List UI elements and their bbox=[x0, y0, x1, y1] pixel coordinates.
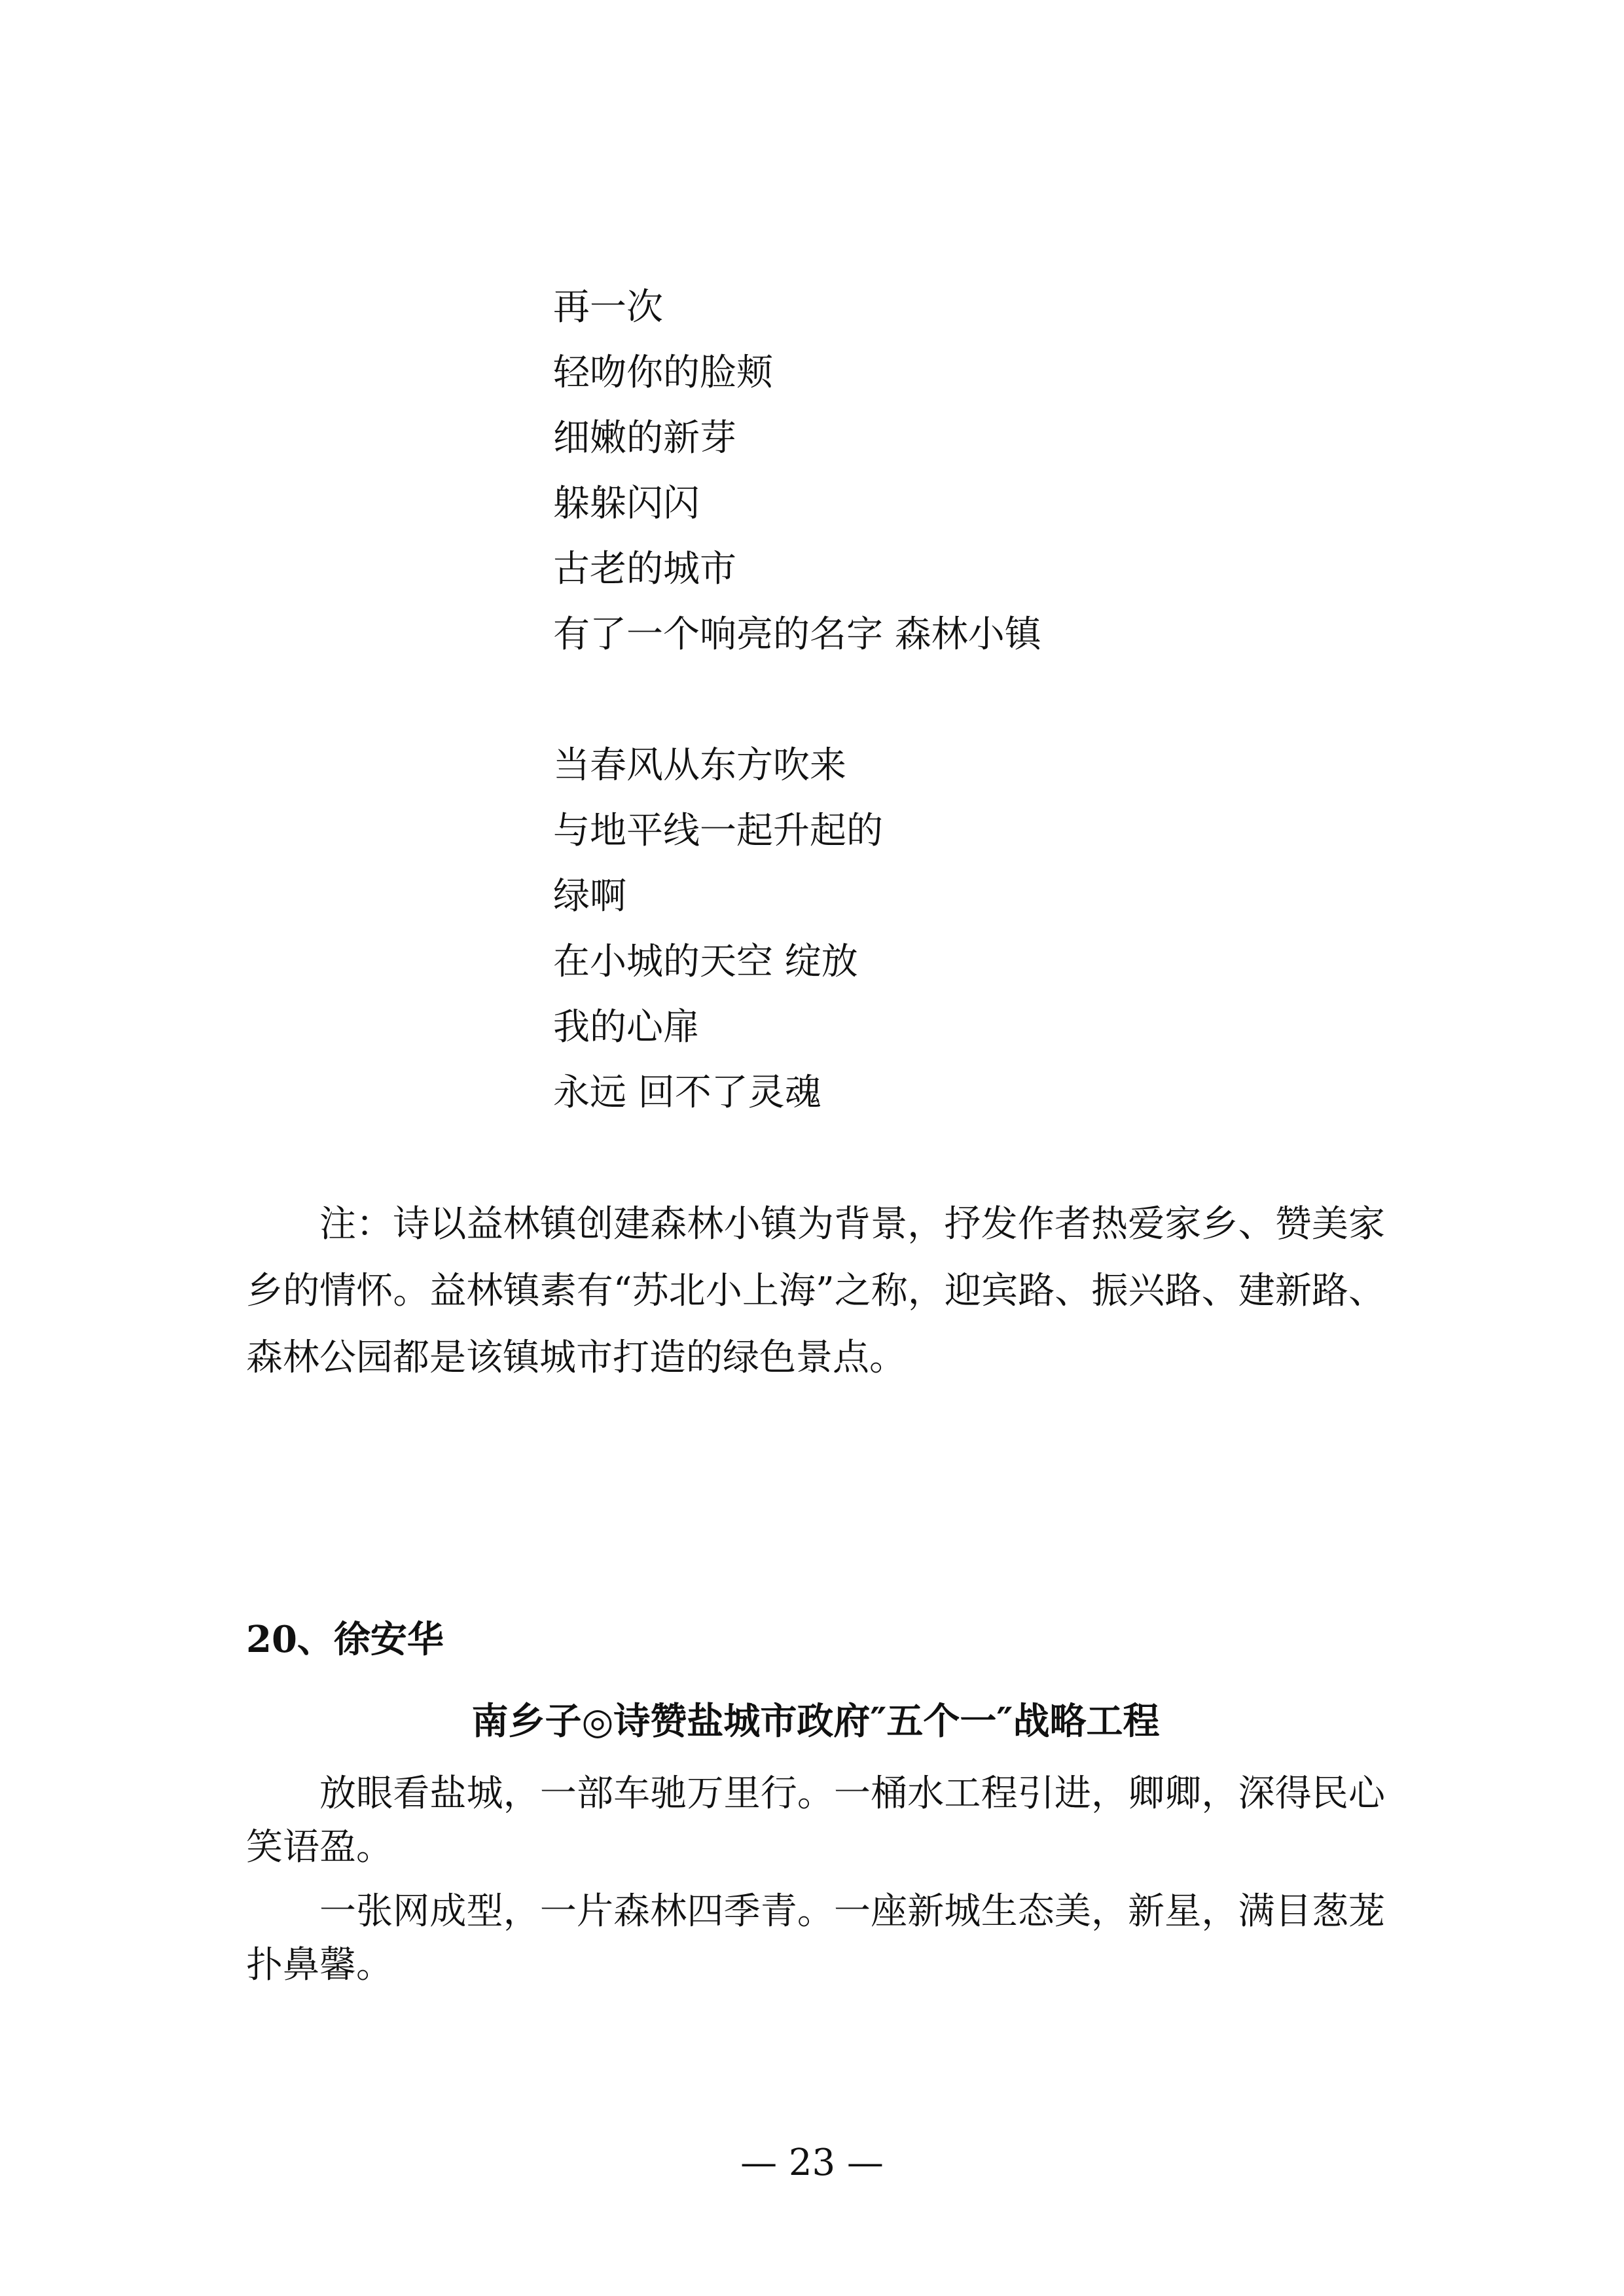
poem-line: 永远 回不了灵魂 bbox=[553, 1071, 821, 1114]
stanza-gap bbox=[553, 668, 1404, 733]
poem-line: 轻吻你的脸颊 bbox=[553, 351, 773, 394]
poem-line: 有了一个响亮的名字 森林小镇 bbox=[553, 613, 1041, 656]
poem-line: 细嫩的新芽 bbox=[553, 417, 736, 459]
poem-line: 在小城的天空 绽放 bbox=[553, 941, 858, 983]
poem-line: 我的心扉 bbox=[553, 1006, 700, 1049]
poem-line: 古老的城市 bbox=[553, 548, 736, 590]
poem-line: 躲躲闪闪 bbox=[553, 482, 700, 525]
poem-line: 绿啊 bbox=[553, 875, 626, 918]
entry-paragraph: 一张网成型，一片森林四季青。一座新城生态美，新星，满目葱茏扑鼻馨。 bbox=[246, 1890, 1385, 1986]
entry-title: 南乡子◎诗赞盐城市政府″五个一″战略工程 bbox=[471, 1700, 1160, 1743]
poem-note: 注：诗以益林镇创建森林小镇为背景，抒发作者热爱家乡、赞美家乡的情怀。益林镇素有“苏北小上海”之称，迎宾路、振兴路、建新路、森林公园都是该镇城市打造的绿色景点。 bbox=[246, 1203, 1385, 1379]
poem-stanza-1 bbox=[553, 275, 1404, 668]
poem-line: 当春风从东方吹来 bbox=[553, 744, 846, 787]
page-number: — 23 — bbox=[740, 2142, 884, 2184]
poem-line: 与地平线一起升起的 bbox=[553, 810, 883, 852]
poem bbox=[553, 275, 1404, 1126]
poem-stanza-2 bbox=[553, 733, 1404, 1126]
poem-line: 再一次 bbox=[553, 286, 663, 329]
entry-paragraph: 放眼看盐城，一部车驰万里行。一桶水工程引进，卿卿，深得民心笑语盈。 bbox=[246, 1772, 1385, 1869]
entry-author: 20、徐安华 bbox=[246, 1618, 444, 1661]
